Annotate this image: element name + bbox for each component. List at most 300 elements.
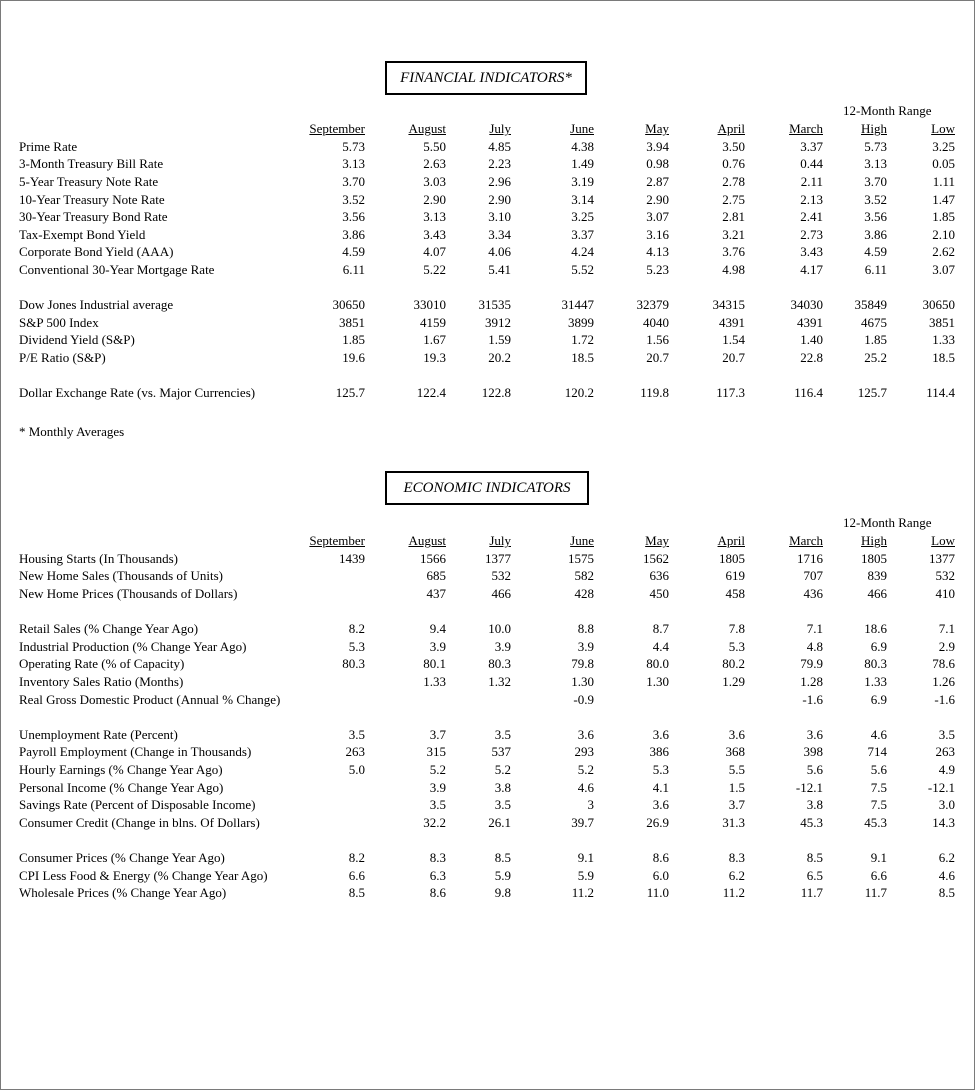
table-row — [19, 173, 955, 191]
cell-value: 2.96 — [488, 174, 511, 190]
cell-value: 114.4 — [926, 385, 955, 401]
cell-value: 6.6 — [870, 867, 887, 883]
cell-value: 45.3 — [800, 814, 823, 830]
cell-value: 80.0 — [646, 656, 669, 672]
cell-value: 80.3 — [864, 656, 887, 672]
cell-value: 3 — [587, 797, 594, 813]
cell-value — [305, 567, 365, 585]
table-row — [19, 743, 955, 761]
financial-range-label: 12-Month Range — [843, 103, 932, 118]
cell-value: 35849 — [854, 297, 887, 313]
cell-value: 1.32 — [488, 674, 511, 690]
cell-value: 3.9 — [429, 638, 446, 654]
cell-value — [446, 690, 511, 708]
cell-value: 2.63 — [423, 156, 446, 172]
cell-value: 3851 — [339, 314, 365, 330]
cell-value: 263 — [345, 744, 365, 760]
cell-value: 117.3 — [716, 385, 745, 401]
cell-value: 14.3 — [932, 814, 955, 830]
cell-value: 1.29 — [722, 674, 745, 690]
cell-value: 4.59 — [864, 244, 887, 260]
table-row — [19, 866, 955, 884]
cell-value: 80.3 — [342, 656, 365, 672]
column-header: July — [489, 533, 511, 549]
cell-value: 4.6 — [938, 867, 955, 883]
cell-value: 5.73 — [864, 138, 887, 154]
row-label: Retail Sales (% Change Year Ago) — [19, 621, 199, 637]
cell-value: 4.1 — [652, 779, 669, 795]
cell-value: 2.23 — [488, 156, 511, 172]
cell-value: 636 — [649, 568, 669, 584]
cell-value: 2.78 — [722, 174, 745, 190]
cell-value: 2.73 — [800, 226, 823, 242]
cell-value: 8.2 — [348, 621, 365, 637]
cell-value — [594, 690, 669, 708]
cell-value: 5.9 — [577, 867, 594, 883]
cell-value: 80.2 — [722, 656, 745, 672]
cell-value: 3.9 — [494, 638, 511, 654]
cell-value: 685 — [426, 568, 446, 584]
cell-value: 18.5 — [932, 350, 955, 366]
cell-value: 1.33 — [423, 674, 446, 690]
cell-value: 4.07 — [423, 244, 446, 260]
row-label: Inventory Sales Ratio (Months) — [19, 674, 184, 690]
table-row — [19, 620, 955, 638]
row-label: Payroll Employment (Change in Thousands) — [19, 744, 252, 760]
footnote: * Monthly Averages — [19, 424, 125, 439]
cell-value: 1.49 — [571, 156, 594, 172]
table-row — [19, 778, 955, 796]
cell-value: 122.8 — [481, 385, 511, 401]
cell-value: 1.85 — [932, 209, 955, 225]
cell-value: 5.5 — [728, 762, 745, 778]
cell-value: 4.9 — [938, 762, 955, 778]
cell-value: 31447 — [561, 297, 594, 313]
row-label: Operating Rate (% of Capacity) — [19, 656, 185, 672]
row-label: Housing Starts (In Thousands) — [19, 550, 179, 566]
cell-value: 3.70 — [864, 174, 887, 190]
row-label: S&P 500 Index — [19, 314, 99, 330]
cell-value: 3.5 — [494, 726, 511, 742]
cell-value: 2.41 — [800, 209, 823, 225]
table-row — [19, 208, 955, 226]
cell-value: 120.2 — [564, 385, 594, 401]
cell-value: 11.7 — [864, 885, 887, 901]
cell-value: 3.43 — [800, 244, 823, 260]
cell-value: 6.2 — [728, 867, 745, 883]
cell-value: 582 — [574, 568, 594, 584]
column-header: April — [717, 121, 745, 137]
cell-value: 1805 — [861, 550, 887, 566]
cell-value: 3.56 — [864, 209, 887, 225]
cell-value: 3.43 — [423, 226, 446, 242]
cell-value: 5.0 — [348, 762, 365, 778]
cell-value: 1.54 — [722, 332, 745, 348]
cell-value: 2.90 — [488, 191, 511, 207]
group-spacer — [19, 831, 955, 849]
cell-value: 6.9 — [870, 691, 887, 707]
cell-value: 3.5 — [938, 726, 955, 742]
row-label: Corporate Bond Yield (AAA) — [19, 244, 174, 260]
cell-value: 450 — [649, 586, 669, 602]
row-label: Consumer Prices (% Change Year Ago) — [19, 849, 225, 865]
cell-value: 5.3 — [652, 762, 669, 778]
cell-value: 3.34 — [488, 226, 511, 242]
cell-value: 26.1 — [488, 814, 511, 830]
cell-value: 3.6 — [652, 797, 669, 813]
cell-value: 839 — [867, 568, 887, 584]
cell-value: 3.03 — [423, 174, 446, 190]
cell-value: 0.05 — [932, 156, 955, 172]
cell-value: 122.4 — [416, 385, 446, 401]
cell-value: 1.28 — [800, 674, 823, 690]
cell-value: 3.13 — [342, 156, 365, 172]
cell-value: 8.6 — [429, 885, 446, 901]
cell-value: 20.7 — [646, 350, 669, 366]
row-label: Conventional 30-Year Mortgage Rate — [19, 262, 215, 278]
cell-value: 2.90 — [646, 191, 669, 207]
cell-value: 6.5 — [806, 867, 823, 883]
cell-value: 1.72 — [571, 332, 594, 348]
cell-value: 3.21 — [722, 226, 745, 242]
cell-value: 1.30 — [571, 674, 594, 690]
cell-value: 4.6 — [577, 779, 594, 795]
cell-value — [305, 585, 365, 603]
column-header-row — [19, 120, 955, 138]
cell-value: 8.5 — [348, 885, 365, 901]
column-header: Low — [931, 121, 955, 137]
table-row — [19, 849, 955, 867]
cell-value: 0.76 — [722, 156, 745, 172]
cell-value: 6.11 — [342, 262, 365, 278]
cell-value: 8.5 — [806, 849, 823, 865]
row-label: Wholesale Prices (% Change Year Ago) — [19, 885, 227, 901]
cell-value: 386 — [649, 744, 669, 760]
cell-value: 1.67 — [423, 332, 446, 348]
cell-value: 6.11 — [864, 262, 887, 278]
cell-value: 3.7 — [728, 797, 745, 813]
cell-value: 78.6 — [932, 656, 955, 672]
cell-value: 4391 — [797, 314, 823, 330]
column-header: June — [570, 533, 594, 549]
cell-value: 1377 — [485, 550, 511, 566]
cell-value: 30650 — [922, 297, 955, 313]
cell-value: 34315 — [712, 297, 745, 313]
row-label: Dividend Yield (S&P) — [19, 332, 135, 348]
cell-value: 9.1 — [870, 849, 887, 865]
cell-value: 2.13 — [800, 191, 823, 207]
table-row — [19, 884, 955, 902]
table-row — [19, 726, 955, 744]
table-row — [19, 243, 955, 261]
cell-value: 9.8 — [494, 885, 511, 901]
row-label: 10-Year Treasury Note Rate — [19, 191, 165, 207]
cell-value: 39.7 — [571, 814, 594, 830]
cell-value: 4159 — [420, 314, 446, 330]
cell-value: 1716 — [797, 550, 823, 566]
cell-value: 410 — [935, 586, 955, 602]
cell-value: 0.98 — [646, 156, 669, 172]
row-label: Prime Rate — [19, 138, 78, 154]
cell-value: 8.6 — [652, 849, 669, 865]
cell-value: 4.13 — [646, 244, 669, 260]
table-row — [19, 261, 955, 279]
cell-value: 8.2 — [348, 849, 365, 865]
cell-value: 5.3 — [348, 638, 365, 654]
row-label: Personal Income (% Change Year Ago) — [19, 779, 224, 795]
cell-value: 2.81 — [722, 209, 745, 225]
cell-value: 5.3 — [728, 638, 745, 654]
cell-value: 31535 — [478, 297, 511, 313]
financial-indicators-title: FINANCIAL INDICATORS* — [385, 61, 587, 95]
cell-value: 1.56 — [646, 332, 669, 348]
column-header: May — [645, 121, 669, 137]
cell-value: 5.9 — [494, 867, 511, 883]
row-label: Tax-Exempt Bond Yield — [19, 226, 146, 242]
cell-value: 45.3 — [864, 814, 887, 830]
cell-value: 1562 — [643, 550, 669, 566]
cell-value: 8.3 — [429, 849, 446, 865]
cell-value: 3.13 — [423, 209, 446, 225]
cell-value: 30650 — [332, 297, 365, 313]
cell-value: 3.94 — [646, 138, 669, 154]
cell-value: 8.8 — [577, 621, 594, 637]
cell-value: 125.7 — [335, 385, 365, 401]
cell-value: 19.3 — [423, 350, 446, 366]
table-row — [19, 331, 955, 349]
cell-value: 7.5 — [870, 779, 887, 795]
cell-value: 125.7 — [857, 385, 887, 401]
cell-value: 1805 — [719, 550, 745, 566]
table-row — [19, 585, 955, 603]
table-row — [19, 550, 955, 568]
cell-value: 1.59 — [488, 332, 511, 348]
cell-value: -12.1 — [795, 779, 823, 795]
cell-value: 3851 — [929, 314, 955, 330]
cell-value: 5.2 — [429, 762, 446, 778]
row-label: Industrial Production (% Change Year Ago) — [19, 638, 247, 654]
cell-value: 20.2 — [488, 350, 511, 366]
cell-value: -0.9 — [573, 691, 594, 707]
cell-value: 714 — [867, 744, 887, 760]
cell-value: 3.8 — [494, 779, 511, 795]
table-row — [19, 655, 955, 673]
cell-value: 4675 — [861, 314, 887, 330]
cell-value: 2.9 — [938, 638, 955, 654]
cell-value: 5.73 — [342, 138, 365, 154]
cell-value: 3.52 — [342, 191, 365, 207]
table-row — [19, 155, 955, 173]
cell-value: 34030 — [790, 297, 823, 313]
cell-value: 537 — [491, 744, 511, 760]
cell-value: 368 — [725, 744, 745, 760]
cell-value — [305, 673, 365, 691]
cell-value: 31.3 — [722, 814, 745, 830]
cell-value: 3.70 — [342, 174, 365, 190]
cell-value: 5.6 — [806, 762, 823, 778]
cell-value: 1.40 — [800, 332, 823, 348]
table-row — [19, 814, 955, 832]
column-header: August — [408, 533, 446, 549]
cell-value: 3.6 — [806, 726, 823, 742]
header-blank — [19, 532, 305, 550]
column-header: June — [570, 121, 594, 137]
row-label: New Home Prices (Thousands of Dollars) — [19, 586, 238, 602]
cell-value: 10.0 — [488, 621, 511, 637]
row-label: 30-Year Treasury Bond Rate — [19, 209, 168, 225]
column-header: September — [309, 121, 365, 137]
cell-value: 0.44 — [800, 156, 823, 172]
cell-value: 5.2 — [494, 762, 511, 778]
group-spacer — [19, 278, 955, 296]
cell-value: 3899 — [568, 314, 594, 330]
table-row — [19, 761, 955, 779]
cell-value: 1.33 — [932, 332, 955, 348]
cell-value: 1.11 — [932, 174, 955, 190]
cell-value: 8.5 — [938, 885, 955, 901]
cell-value: 32379 — [636, 297, 669, 313]
table-row — [19, 690, 955, 708]
column-header: High — [861, 121, 887, 137]
cell-value: 4.98 — [722, 262, 745, 278]
table-row — [19, 567, 955, 585]
cell-value: 4040 — [643, 314, 669, 330]
cell-value: 4.85 — [488, 138, 511, 154]
cell-value: 19.6 — [342, 350, 365, 366]
cell-value: 79.8 — [571, 656, 594, 672]
row-label: Savings Rate (Percent of Disposable Income) — [19, 797, 256, 813]
table-row — [19, 349, 955, 367]
cell-value: 4391 — [719, 314, 745, 330]
cell-value: 6.9 — [870, 638, 887, 654]
cell-value: 3.5 — [348, 726, 365, 742]
row-label: Hourly Earnings (% Change Year Ago) — [19, 762, 223, 778]
cell-value: 315 — [426, 744, 446, 760]
cell-value: 1575 — [568, 550, 594, 566]
cell-value: 3.52 — [864, 191, 887, 207]
cell-value: -1.6 — [802, 691, 823, 707]
column-header: March — [789, 121, 823, 137]
cell-value: 11.7 — [800, 885, 823, 901]
economic-range-label: 12-Month Range — [843, 515, 932, 530]
cell-value: 3.8 — [806, 797, 823, 813]
cell-value: 1439 — [339, 550, 365, 566]
cell-value: 11.0 — [646, 885, 669, 901]
cell-value: 4.24 — [571, 244, 594, 260]
column-header-row — [19, 532, 955, 550]
cell-value: 18.6 — [864, 621, 887, 637]
cell-value: 7.5 — [870, 797, 887, 813]
cell-value: 1.85 — [342, 332, 365, 348]
table-row — [19, 673, 955, 691]
row-label: Unemployment Rate (Percent) — [19, 726, 178, 742]
cell-value: 1.47 — [932, 191, 955, 207]
group-spacer — [19, 366, 955, 384]
cell-value: 6.0 — [652, 867, 669, 883]
cell-value: 3.13 — [864, 156, 887, 172]
cell-value: 8.3 — [728, 849, 745, 865]
cell-value: 4.4 — [652, 638, 669, 654]
cell-value: 466 — [491, 586, 511, 602]
cell-value — [365, 690, 446, 708]
cell-value: 1.26 — [932, 674, 955, 690]
cell-value: 8.7 — [652, 621, 669, 637]
row-label: Consumer Credit (Change in blns. Of Dollars) — [19, 814, 260, 830]
column-header: March — [789, 533, 823, 549]
table-row — [19, 296, 955, 314]
cell-value: 18.5 — [571, 350, 594, 366]
cell-value: 3.07 — [932, 262, 955, 278]
economic-indicators-title: ECONOMIC INDICATORS — [385, 471, 589, 505]
cell-value: 458 — [725, 586, 745, 602]
cell-value: 1.33 — [864, 674, 887, 690]
cell-value: 5.2 — [577, 762, 594, 778]
table-row — [19, 138, 955, 156]
cell-value: 1377 — [929, 550, 955, 566]
row-label: CPI Less Food & Energy (% Change Year Ago) — [19, 867, 268, 883]
cell-value — [305, 796, 365, 814]
cell-value: 8.5 — [494, 849, 511, 865]
cell-value: 436 — [803, 586, 823, 602]
cell-value: 3.25 — [932, 138, 955, 154]
cell-value: 5.6 — [870, 762, 887, 778]
header-blank — [19, 120, 305, 138]
cell-value: 116.4 — [794, 385, 823, 401]
cell-value: 5.41 — [488, 262, 511, 278]
cell-value — [669, 690, 745, 708]
cell-value: 3.50 — [722, 138, 745, 154]
group-spacer — [19, 708, 955, 726]
cell-value: 293 — [574, 744, 594, 760]
row-label: 3-Month Treasury Bill Rate — [19, 156, 164, 172]
column-header: August — [408, 121, 446, 137]
cell-value: 3.7 — [429, 726, 446, 742]
column-header: September — [309, 533, 365, 549]
column-header: April — [717, 533, 745, 549]
cell-value: 3.37 — [571, 226, 594, 242]
cell-value: 7.8 — [728, 621, 745, 637]
cell-value: 3.86 — [864, 226, 887, 242]
row-label: Dollar Exchange Rate (vs. Major Currencies) — [19, 385, 256, 401]
table-row — [19, 314, 955, 332]
cell-value — [305, 690, 365, 708]
cell-value: 3.6 — [728, 726, 745, 742]
cell-value: 4.6 — [870, 726, 887, 742]
cell-value: 11.2 — [722, 885, 745, 901]
cell-value: 2.90 — [423, 191, 446, 207]
group-spacer — [19, 602, 955, 620]
cell-value: 6.6 — [348, 867, 365, 883]
cell-value — [305, 778, 365, 796]
financial-indicators-table — [19, 120, 955, 402]
cell-value: 2.11 — [800, 174, 823, 190]
cell-value: 1.5 — [728, 779, 745, 795]
cell-value: 6.2 — [938, 849, 955, 865]
cell-value: 3.9 — [429, 779, 446, 795]
cell-value: 5.50 — [423, 138, 446, 154]
table-row — [19, 384, 955, 402]
cell-value: 4.06 — [488, 244, 511, 260]
cell-value: 2.75 — [722, 191, 745, 207]
cell-value: 3912 — [485, 314, 511, 330]
row-label: Dow Jones Industrial average — [19, 297, 174, 313]
cell-value: 25.2 — [864, 350, 887, 366]
cell-value: 3.14 — [571, 191, 594, 207]
cell-value: 1.85 — [864, 332, 887, 348]
cell-value: 3.86 — [342, 226, 365, 242]
cell-value: 119.8 — [640, 385, 669, 401]
cell-value: 3.76 — [722, 244, 745, 260]
